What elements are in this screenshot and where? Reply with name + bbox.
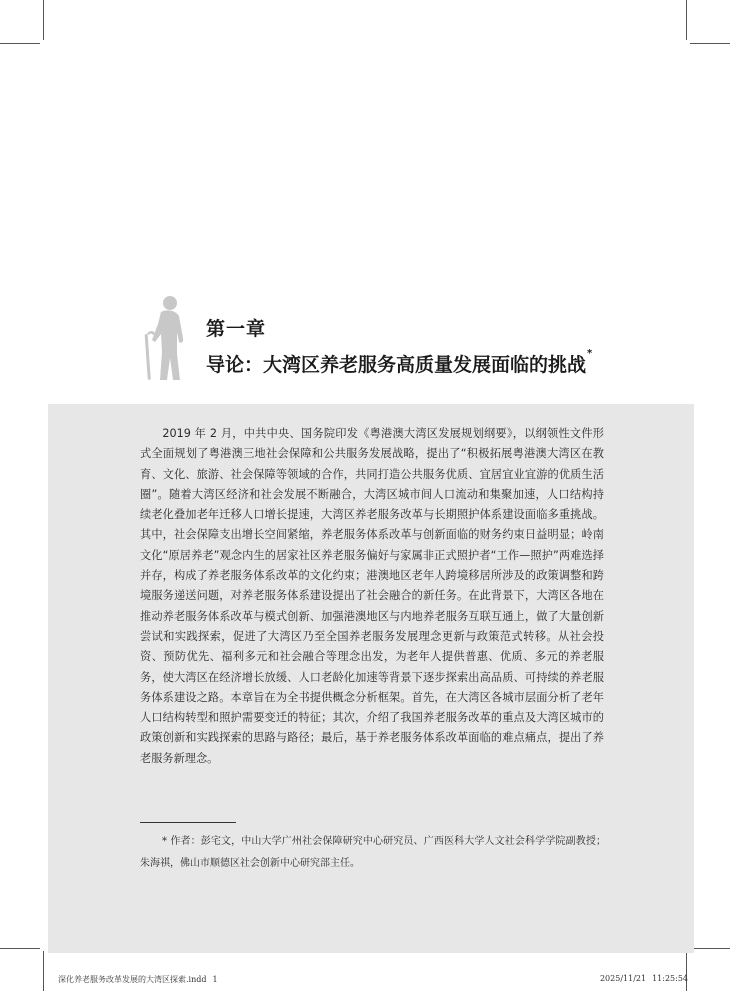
- crop-mark: [0, 43, 40, 44]
- chapter-title: [206, 350, 592, 377]
- footnote: * 作者：彭宅文，中山大学广州社会保障研究中心研究员、广西医科大学人文社会科学学院副教授；朱海祺，佛山市顺德区社会创新中心研究部主任。: [140, 836, 606, 869]
- slug-date: 2025/11/21: [599, 974, 647, 983]
- footnote-marker: *: [587, 348, 593, 359]
- chapter-number: 第一章: [206, 318, 267, 340]
- chapter-title-text: 导论：大湾区养老服务高质量发展面临的挑战: [206, 354, 587, 376]
- crop-mark: [686, 951, 687, 991]
- slug-filename: 深化养老服务改革发展的大湾区探索.indd: [58, 975, 207, 984]
- slug-file: [58, 974, 218, 985]
- slug-time: 11:25:54: [652, 974, 688, 983]
- abstract-text: 2019 年 2 月，中共中央、国务院印发《粤港澳大湾区发展规划纲要》，以纲领性文件形式全面规划了粤港澳三地社会保障和公共服务发展战略，提出了“积极拓展粤港澳大湾区在教育、文化、旅游、社会保障等领域的合作，共同打造公共服务优质、宜居宜业宜游的优质生活圈”。随着大湾区经济和社会发展不断融合，大湾区城市间人口流动和集聚加速，人口结构持续老化叠加老年迁移人口增长提速，大湾区养老服务改革与长期照护体系建设面临多重挑战。其中，社会保障支出增长空间紧缩，养老服务体系改革与创新面临的财务约束日益明显；岭南文化“原居养老”观念内生的居家社区养老服务偏好与家属非正式照护者“工作—照护”两难选择并存，构成了养老服务体系改革的文化约束；港澳地区老年人跨境移居所涉及的政策调整和跨境服务递送问题，对养老服务体系建设提出了社会融合的新任务。在此背景下，大湾区各地在推动养老服务体系改革与模式创新、加强港澳地区与内地养老服务互联互通上，做了大量创新尝试和实践探索，促进了大湾区乃至全国养老服务发展理念更新与政策范式转移。从社会投资、预防优先、福利多元和社会融合等理念出发，为老年人提供普惠、优质、多元的养老服务，使大湾区在经济增长放缓、人口老龄化加速等背景下逐步探索出高品质、可持续的养老服务体系建设之路。本章旨在为全书提供概念分析框架。首先，在大湾区各城市层面分析了老年人口结构转型和照护需要变迁的特征；其次，介绍了我国养老服务改革的重点及大湾区城市的政策创新和实践探索的思路与路径；最后，基于养老服务体系改革面临的难点痛点，提出了养老服务新理念。: [140, 427, 604, 765]
- slug-datetime: [600, 974, 688, 983]
- elderly-person-with-cane-icon: [143, 294, 191, 382]
- crop-mark: [43, 951, 44, 991]
- crop-mark: [686, 0, 687, 40]
- crop-mark: [690, 948, 730, 949]
- slug-page: 1: [212, 975, 218, 984]
- crop-mark: [690, 43, 730, 44]
- crop-mark: [43, 0, 44, 40]
- footnote-rule: [140, 822, 236, 823]
- crop-mark: [0, 948, 40, 949]
